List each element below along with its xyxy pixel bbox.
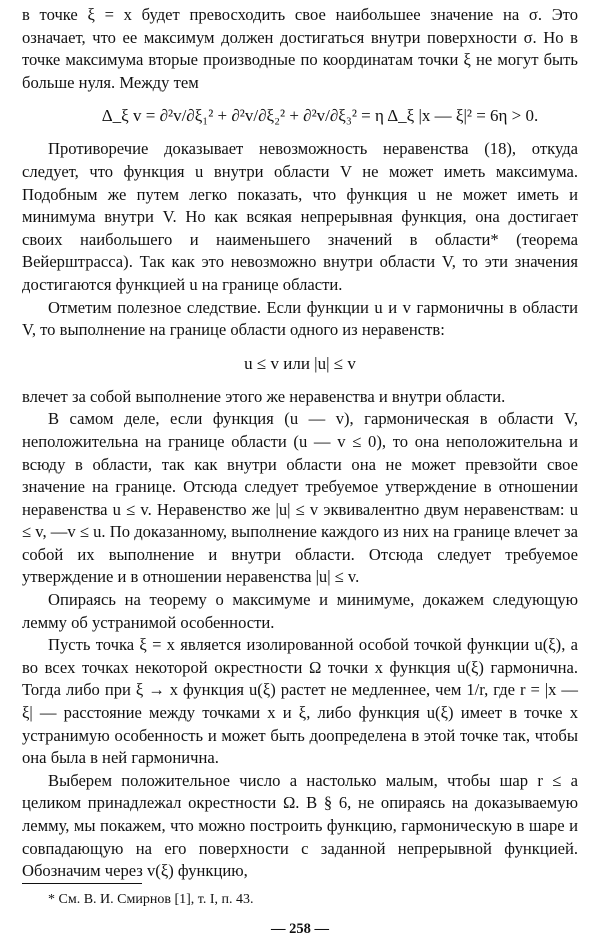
paragraph-5: В самом деле, если функция (u — v), гармоническая в области V, неположительна на границе области (u — v ≤ 0), то она неположительна и всюду в области, так как внутри области она не может превзойти свое значение на границе. Отсюда следует требуемое утверждение в отношении неравенства u ≤ v. Неравенство же |u| ≤ v эквивалентно двум неравенствам: u ≤ v, —v ≤ u. По доказанному, выполнение каждого из них на границе влечет за собой их выполнение и внутри области. Отсюда следует требуемое утверждение и в отношении неравенства |u| ≤ v. (22, 409, 578, 587)
paragraph-3: Отметим полезное следствие. Если функции u и v гармоничны в области V, то выполнение на границе области одного из неравенств: (22, 297, 578, 340)
page-number: — 258 — (271, 921, 329, 937)
paragraph-4: влечет за собой выполнение этого же неравенства и внутри области. (22, 386, 506, 406)
inequality-formula (22, 342, 578, 386)
paragraph-7: Пусть точка ξ = x является изолированной особой точкой функции u(ξ), а во всех точках некоторой окрестности Ω точки x функция u(ξ) гармонична. Тогда либо при ξ → x функция u(ξ) растет не медленнее, чем 1/r, где r = |x — ξ| — расстояние между точками x и ξ, либо функция u(ξ) имеет в точке x устранимую особенность и может быть доопределена в этой точке так, чтобы она была в ней гармонична. (22, 635, 578, 768)
paragraph-2: Противоречие доказывает невозможность неравенства (18), откуда следует, что функция u внутри области V не может иметь максимума. Подобным же путем легко показать, что функция u не может иметь и минимума внутри V. Но как всякая непрерывная функция, она достигает своих наибольшего и наименьшего значений в области* (теорема Вейерштрасса). Так как это невозможно внутри области V, то эти значения достигаются функцией u на границе области. (22, 139, 578, 294)
footnote: * См. В. И. Смирнов [1], т. I, п. 43. (48, 892, 254, 907)
paragraph-6: Опираясь на теорему о максимуме и минимуме, докажем следующую лемму об устранимой особенности. (22, 590, 578, 632)
footnote-divider (22, 883, 142, 884)
laplace-formula (22, 94, 578, 138)
paragraph-8: Выберем положительное число a настолько малым, чтобы шар r ≤ a целиком принадлежал окрестности Ω. В § 6, не опираясь на доказываемую лемму, мы покажем, что можно построить функцию, гармоническую в шаре и совпадающую на его поверхности с заданной непрерывной функцией. Обозначим через v(ξ) функцию, (22, 770, 578, 881)
laplace-formula-text: Δ_ξ v = ∂²v/∂ξ₁² + ∂²v/∂ξ₂² + ∂²v/∂ξ₃² = η Δ_ξ |x — ξ|² = 6η > 0. (101, 106, 539, 126)
paragraph-1: в точке ξ = x будет превосходить свое наибольшее значение на σ. Это означает, что ее максимум должен достигаться внутри поверхности σ. Но в точке максимума вторые производные по координатам точки ξ не могут быть больше нуля. Между тем (22, 5, 578, 92)
inequality-formula-text: u ≤ v или |u| ≤ v (244, 353, 356, 373)
